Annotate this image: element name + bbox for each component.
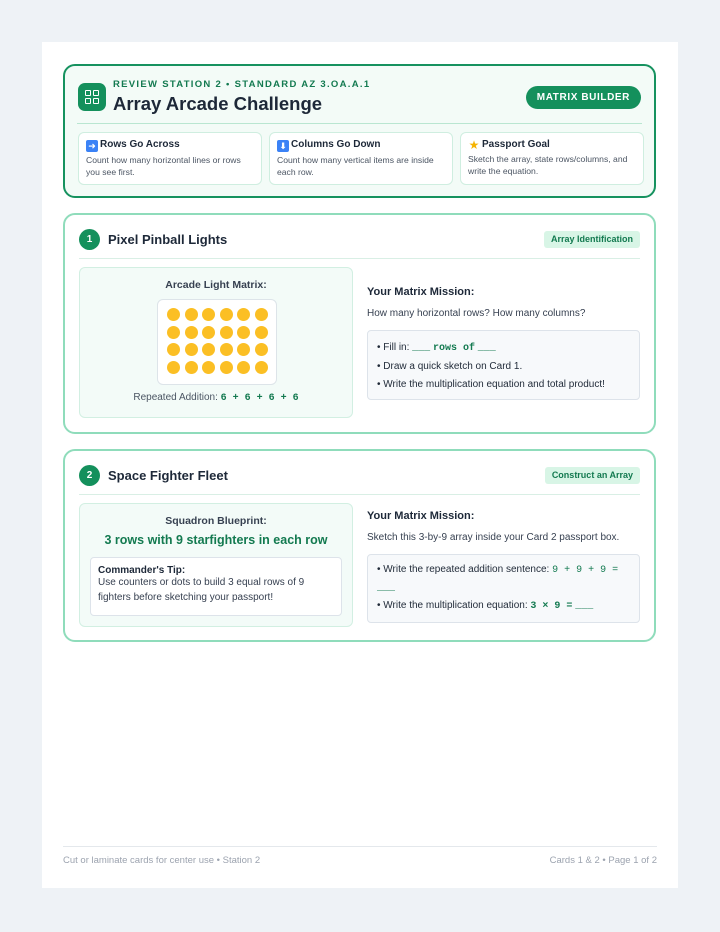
tip-passport xyxy=(460,132,644,185)
card-number: 2 xyxy=(79,465,100,486)
light-dot xyxy=(167,308,180,321)
card-title: Pixel Pinball Lights xyxy=(108,232,228,247)
footer-divider xyxy=(63,846,657,847)
light-dot xyxy=(237,326,250,339)
card-number: 1 xyxy=(79,229,100,250)
tip-passport-title: Passport Goal xyxy=(482,139,550,150)
star-icon: ★ xyxy=(468,138,480,152)
tip-rows xyxy=(78,132,262,185)
mission-steps xyxy=(367,330,640,400)
matrix-label: Arcade Light Matrix: xyxy=(165,279,267,291)
right-arrow-icon: ➜ xyxy=(86,140,98,152)
card-tag: Construct an Array xyxy=(545,467,640,484)
tip-columns xyxy=(269,132,453,185)
card-divider xyxy=(79,494,640,495)
light-matrix xyxy=(157,299,277,385)
light-dot xyxy=(220,326,233,339)
repeated-addition-value: 6 + 6 + 6 + 6 xyxy=(220,393,299,404)
page-number: Cards 1 & 2 • Page 1 of 2 xyxy=(549,855,657,866)
light-dot xyxy=(237,343,250,356)
tip-rows-title: Rows Go Across xyxy=(100,139,180,150)
light-dot xyxy=(220,343,233,356)
header-divider xyxy=(77,123,642,124)
light-dot xyxy=(167,343,180,356)
answer-blank: ___ xyxy=(377,583,396,594)
answer-blank: ___ xyxy=(477,343,496,354)
light-dot xyxy=(167,361,180,374)
light-dot xyxy=(202,361,215,374)
worksheet-page xyxy=(42,42,678,888)
mission-question: How many horizontal rows? How many columns? xyxy=(367,308,586,319)
mission-question: Sketch this 3-by-9 array inside your Card 2 passport box. xyxy=(367,532,620,543)
step-sketch: • Draw a quick sketch on Card 1. xyxy=(377,361,523,372)
station-header xyxy=(63,64,656,198)
light-dot xyxy=(185,343,198,356)
step-repeated-addition: • Write the repeated addition sentence: 9 + 9 + 9 = ___ xyxy=(377,564,619,594)
light-dot xyxy=(185,361,198,374)
commander-tip-title: Commander's Tip: xyxy=(98,565,186,576)
blueprint-label: Squadron Blueprint: xyxy=(165,515,267,527)
mission-steps xyxy=(367,554,640,623)
light-dot xyxy=(202,308,215,321)
answer-blank: ___ xyxy=(575,601,594,612)
answer-blank: ___ xyxy=(412,343,431,354)
repeated-addition xyxy=(80,392,352,404)
light-dot xyxy=(185,308,198,321)
blueprint-value: 3 rows with 9 starfighters in each row xyxy=(104,533,328,547)
mission-label: Your Matrix Mission: xyxy=(367,510,475,522)
station-standard-label: REVIEW STATION 2 • STANDARD AZ 3.OA.A.1 xyxy=(113,79,371,90)
repeated-addition-label: Repeated Addition: xyxy=(133,392,218,403)
card-1 xyxy=(63,213,656,434)
card-title: Space Fighter Fleet xyxy=(108,468,228,483)
light-dot xyxy=(167,326,180,339)
light-dot xyxy=(185,326,198,339)
light-dot xyxy=(255,326,268,339)
commander-tip-body: Use counters or dots to build 3 equal rows of 9 fighters before sketching your passport! xyxy=(98,577,305,603)
mission-1 xyxy=(367,286,640,406)
commander-tip xyxy=(90,557,342,616)
blueprint-panel xyxy=(79,503,353,627)
step-fill-in: • Fill in: ___ rows of ___ xyxy=(377,342,496,354)
light-dot xyxy=(237,361,250,374)
light-matrix-panel xyxy=(79,267,353,418)
tip-columns-title: Columns Go Down xyxy=(291,139,381,150)
matrix-builder-badge: MATRIX BUILDER xyxy=(526,86,641,109)
step-equation: • Write the multiplication equation and total product! xyxy=(377,379,605,390)
page-title: Array Arcade Challenge xyxy=(113,93,323,114)
footer-note: Cut or laminate cards for center use • Station 2 xyxy=(63,855,261,866)
light-dot xyxy=(255,361,268,374)
light-dot xyxy=(202,326,215,339)
down-arrow-icon: ⬇ xyxy=(277,140,289,152)
light-dot xyxy=(220,361,233,374)
mission-label: Your Matrix Mission: xyxy=(367,286,475,298)
light-dot xyxy=(202,343,215,356)
grid-icon xyxy=(78,83,106,111)
tip-passport-body: Sketch the array, state rows/columns, and write the equation. xyxy=(468,154,628,176)
card-divider xyxy=(79,258,640,259)
tip-columns-body: Count how many vertical items are inside each row. xyxy=(277,155,434,177)
card-tag: Array Identification xyxy=(544,231,640,248)
mission-2 xyxy=(367,510,640,630)
tip-rows-body: Count how many horizontal lines or rows you see first. xyxy=(86,155,241,177)
light-dot xyxy=(237,308,250,321)
light-dot xyxy=(220,308,233,321)
step-multiplication: • Write the multiplication equation: 3 × 9 = ___ xyxy=(377,600,594,612)
light-dot xyxy=(255,308,268,321)
light-dot xyxy=(255,343,268,356)
card-2 xyxy=(63,449,656,642)
